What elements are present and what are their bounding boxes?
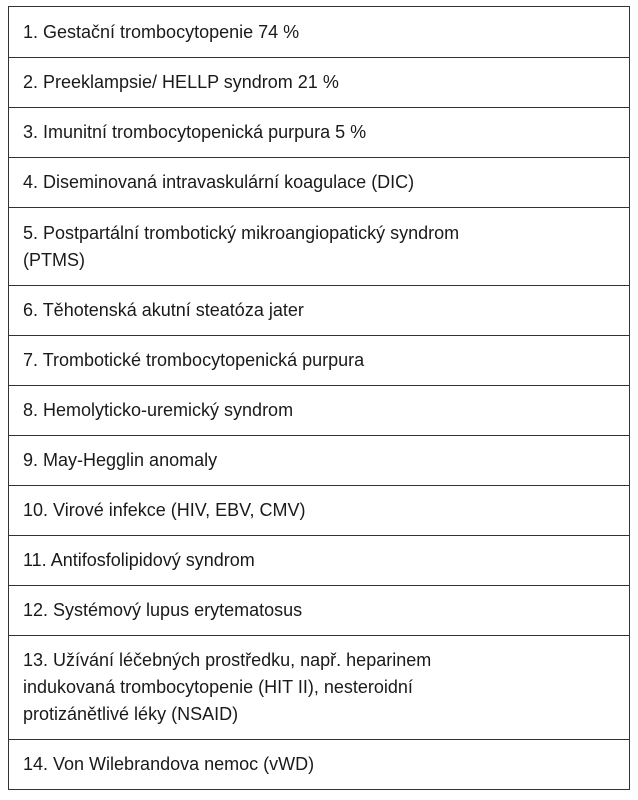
table-row: 3. Imunitní trombocytopenická purpura 5 %	[9, 107, 629, 157]
table-row: 10. Virové infekce (HIV, EBV, CMV)	[9, 485, 629, 535]
table-row: 5. Postpartální trombotický mikroangiopatický syndrom (PTMS)	[9, 207, 629, 285]
table-row: 7. Trombotické trombocytopenická purpura	[9, 335, 629, 385]
table-row: 8. Hemolyticko-uremický syndrom	[9, 385, 629, 435]
table-row: 1. Gestační trombocytopenie 74 %	[23, 21, 300, 42]
table-row: 14. Von Wilebrandova nemoc (vWD)	[9, 739, 629, 789]
table-row: 11. Antifosfolipidový syndrom	[9, 535, 629, 585]
table-row: 6. Těhotenská akutní steatóza jater	[9, 285, 629, 335]
table-row: 2. Preeklampsie/ HELLP syndrom 21 %	[9, 57, 629, 107]
table-row: 4. Diseminovaná intravaskulární koagulace (DIC)	[9, 157, 629, 207]
table-row: 12. Systémový lupus erytematosus	[9, 585, 629, 635]
table-row: 13. Užívání léčebných prostředku, např. heparinem indukovaná trombocytopenie (HIT II), nesteroidní protizánětlivé léky (NSAID)	[9, 635, 629, 739]
differential-diagnosis-table	[8, 6, 630, 790]
table-row: 9. May-Hegglin anomaly	[9, 435, 629, 485]
